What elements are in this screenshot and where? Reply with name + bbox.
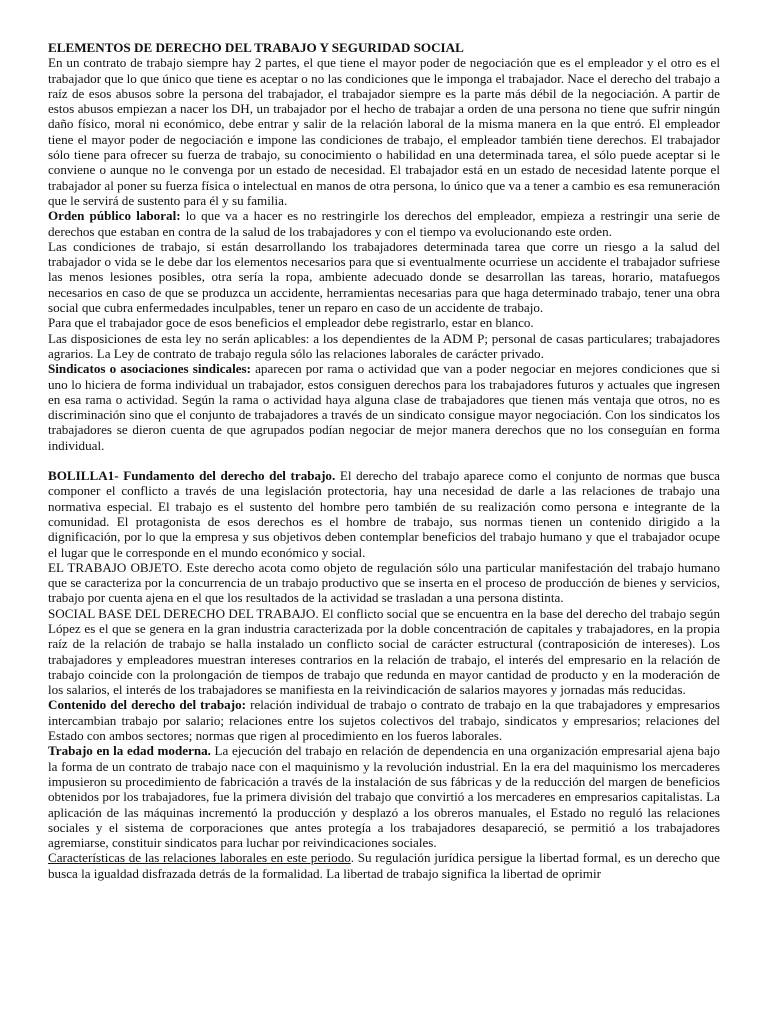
contenido-text: relación individual de trabajo o contrato de trabajo en la que trabajadores y empresarios intercambian trabajo por salario; relaciones entre los sujetos colectivos del trabajo, sindicatos y empresarios; relaciones del Estado con ambos sectores; normas que rigen al procedimiento en los fueros laborales. (48, 697, 720, 744)
bolilla-text: El derecho del trabajo aparece como el conjunto de normas que busca componer el conflicto a través de una legislación protectoria, hay una necesidad de darle a las relaciones de trabajo una normativa especial. El trabajo es el sustento del hombre pero también de su realización como persona e integrante de la comunidad. El protagonista de esos derechos es el hombre de trabajo, sus normas tienen un contenido dirigido a la dignificación, por lo que la empresa y sus objetivos deben contemplar beneficios del trabajo humano y que el trabajador ocupe el lugar que le corresponde en el mundo económico y social. (48, 468, 720, 560)
caracteristicas-text: . Su regulación jurídica persigue la libertad formal, es un derecho que busca la igualdad disfrazada detrás de la formalidad. La libertad de trabajo significa la libertad de oprimir (48, 850, 720, 881)
disposiciones-paragraph: Las disposiciones de esta ley no serán aplicables: a los dependientes de la ADM P; personal de casas particulares; trabajadores agrarios. La Ley de contrato de trabajo regula sólo las relaciones laborales de carácter privado. (48, 330, 720, 361)
edad-moderna-paragraph (48, 743, 720, 850)
edad-moderna-heading: Trabajo en la edad moderna. (48, 743, 211, 759)
sindicatos-paragraph (48, 361, 720, 453)
sindicatos-text: aparecen por rama o actividad que van a poder negociar en mejores condiciones que si uno lo hiciera de forma individual un trabajador, estos consiguen derechos para los trabajadores futuros y actuales que ingresen en esa rama o actividad. Según la rama o actividad haya alguna clase de trabajadores que tienen más ventaja que otros, no es discriminación sino que el conjunto de trabajadores a través de un sindicato consigue mayor negociación. Con los sindicatos los trabajadores se dieron cuenta de que agrupados podían negociar de mejor manera derechos que no los conseguían en forma individual. (48, 361, 720, 453)
social-base-paragraph: SOCIAL BASE DEL DERECHO DEL TRABAJO. El conflicto social que se encuentra en la base del derecho del trabajo según López es el que se genera en la gran industria caracterizada por la doble concentración de capitales y trabajadores, en la propia raíz de la relación de trabajo se halla instalado un conflicto social de carácter estructural (contraposición de intereses). Los trabajadores y empleadores muestran intereses contrarios en la relación de trabajo, el interés del empresario en la relación de trabajo coincide con la prolongación de tiempos de trabajo que redunda en mayor cantidad de producto y en la moderación de los salarios, el interés de los trabajadores se manifiesta en la reivindicación de salarios mayores y jornadas más reducidas. (48, 605, 720, 698)
bolilla-paragraph (48, 468, 720, 560)
contenido-paragraph (48, 697, 720, 743)
edad-moderna-text: La ejecución del trabajo en relación de dependencia en una organización empresarial ajena bajo la forma de un contrato de trabajo nace con el maquinismo y la revolución industrial. En la era del maquinismo los mercaderes impusieron su procedimiento de fabricación a través de la instalación de sus fábricas y de la reducción del margen de beneficios obtenidos por los trabajadores, fue la primera división del trabajo que convirtió a los mercaderes en empresarios capitalistas. La aplicación de las máquinas incrementó la producción y desplazó a los obreros manuales, el Estado no reguló las relaciones sociales y el sistema de corporaciones que antes protegía a los trabajadores desapareció, se permitió a los trabajadores agremiarse, constituir sindicatos para luchar por reivindicaciones sociales. (48, 743, 720, 851)
caracteristicas-paragraph (48, 850, 720, 881)
caracteristicas-heading: Características de las relaciones laborales en este periodo (48, 850, 351, 866)
condiciones-paragraph: Las condiciones de trabajo, si están desarrollando los trabajadores determinada tarea que corre un riesgo a la salud del trabajador o vida se le debe dar los elementos necesarios para que si eventualmente ocurriese un accidente el trabajador sufriese las menos lesiones posibles, otra sería la ropa, ambiente adecuado donde se desarrollan las tareas, horario, matafuegos necesarios en caso de que se produzca un accidente, herramientas necesarias para que haga determinado trabajo, tener una obra social que cubra enfermedades inculpables, tener un reparo en caso de un accidente de trabajo. (48, 238, 720, 316)
orden-publico-paragraph (48, 208, 720, 239)
orden-publico-heading: Orden público laboral: (48, 208, 181, 224)
bolilla-heading: BOLILLA1- Fundamento del derecho del trabajo. (48, 468, 336, 484)
registro-paragraph: Para que el trabajador goce de esos beneficios el empleador debe registrarlo, estar en blanco. (48, 315, 534, 331)
document-title: ELEMENTOS DE DERECHO DEL TRABAJO Y SEGURIDAD SOCIAL (48, 40, 464, 55)
orden-publico-text: lo que va a hacer es no restringirle los derechos del empleador, empieza a restringir una serie de derechos que estaban en contra de la salud de los trabajadores y con el tiempo va evolucionando este orden. (48, 208, 720, 239)
trabajo-objeto-paragraph: EL TRABAJO OBJETO. Este derecho acota como objeto de regulación sólo una particular manifestación del trabajo humano que se caracteriza por la concurrencia de un trabajo productivo que se inserta en el proceso de producción de bienes y servicios, trabajo por cuenta ajena en el que los resultados de la actividad se trasladan a una persona distinta. (48, 559, 720, 606)
section-spacer (48, 453, 720, 468)
intro-paragraph: En un contrato de trabajo siempre hay 2 partes, el que tiene el mayor poder de negociación que es el empleador y el otro es el trabajador que lo que único que tiene es aceptar o no las condiciones que le imponga el trabajador. Nace el derecho del trabajo a raíz de esos abusos sobre la persona del trabajador, el trabajador siempre es la parte más débil de la negociación. A partir de estos abusos empiezan a nacer los DH, un trabajador por el hecho de trabajar a orden de una persona no tiene que sufrir ningún daño físico, moral ni económico, debe entrar y salir de la relación laboral de la misma manera en la que entró. El empleador tiene el mayor poder de negociación e impone las condiciones de trabajo, el empleador también tiene derechos. El trabajador sólo tiene para ofrecer su fuerza de trabajo, su conocimiento o habilidad en una determinada tarea, el sólo puede aceptar si le conviene o aunque no le convenga por un estado de necesidad. El trabajador está en un estado de necesidad latente porque el trabajador al poner su fuerza física o intelectual en manos de otra persona, lo único que va a tener a cambio es esa remuneración que le servirá de sustento para él y su familia. (48, 55, 720, 208)
contenido-heading: Contenido del derecho del trabajo: (48, 697, 246, 713)
sindicatos-heading: Sindicatos o asociaciones sindicales: (48, 361, 251, 377)
